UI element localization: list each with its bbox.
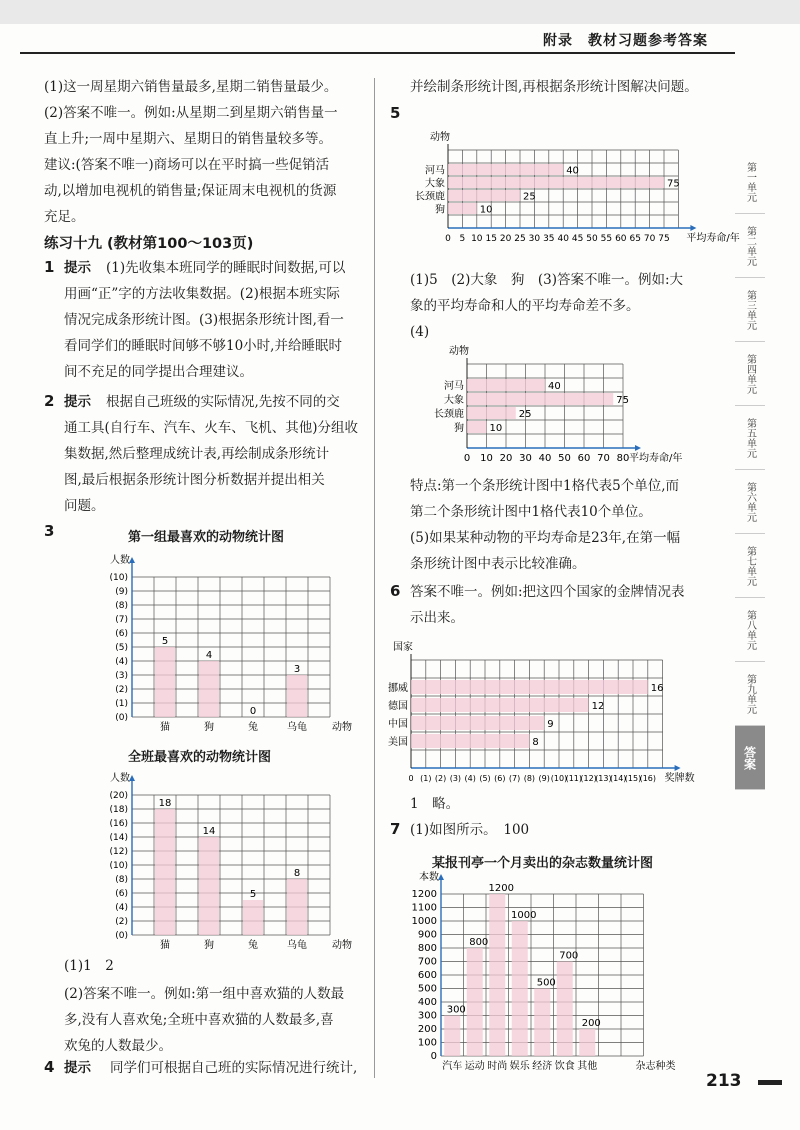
y-tick-label: 1000	[411, 916, 437, 927]
y-tick-label: 300	[417, 1010, 437, 1022]
bar-运动	[467, 948, 483, 1056]
x-tick-label: 30	[519, 453, 532, 464]
y-tick-label: 中国	[388, 719, 408, 730]
tab-unit-5[interactable]: 第五单元	[735, 406, 765, 470]
data-label: 300	[446, 1004, 466, 1016]
x-tick-label: 10	[471, 234, 483, 244]
bar-娱乐	[512, 921, 528, 1056]
y-tick-label: 河马	[425, 165, 445, 177]
question-number: 5	[390, 104, 401, 122]
x-tick-label: (7)	[508, 774, 521, 783]
text-line: (1)5 (2)大象 狗 (3)答案不唯一。例如:大	[410, 272, 684, 288]
y-tick-label: (20)	[109, 791, 128, 801]
tab-unit-1[interactable]: 第一单元	[735, 150, 765, 214]
text-line: 集数据,然后整理成统计表,再绘制成条形统计	[64, 446, 330, 462]
x-tick-label: 60	[615, 234, 627, 244]
x-tick-label: (8)	[523, 774, 536, 783]
x-tick-label: (16)	[639, 774, 657, 783]
y-tick-label: (8)	[115, 601, 128, 611]
tab-unit-6[interactable]: 第六单元	[735, 470, 765, 534]
x-axis-label: 奖牌数	[664, 773, 695, 784]
x-tick-label: 15	[485, 234, 497, 244]
text-line: (5)如果某种动物的平均寿命是23年,在第一幅	[410, 530, 681, 546]
y-tick-label: 长颈鹿	[434, 409, 464, 420]
bar-乌龟	[287, 879, 307, 935]
y-tick-label: 800	[417, 943, 437, 954]
data-label: 1200	[488, 883, 514, 894]
x-tick-label: (10)	[550, 774, 568, 783]
bar-长颈鹿	[467, 407, 516, 419]
y-tick-label: 100	[417, 1037, 437, 1049]
y-axis-label: 本数	[419, 872, 439, 883]
x-tick-label: 25	[514, 234, 526, 244]
x-tick-label: (1)	[420, 774, 432, 783]
y-tick-label: 0	[430, 1051, 437, 1062]
y-tick-label: (6)	[115, 629, 128, 639]
x-tick-label: 70	[597, 453, 610, 464]
data-label: 14	[202, 826, 216, 837]
bar-经济	[534, 989, 550, 1057]
x-tick-label: 兔	[248, 722, 258, 733]
data-label: 4	[205, 650, 213, 661]
bar-狗	[448, 203, 477, 214]
y-tick-label: (9)	[115, 587, 128, 597]
y-tick-label: 挪威	[388, 683, 408, 694]
y-tick-label: (2)	[115, 917, 128, 927]
chart-title: 某报刊亭一个月卖出的杂志数量统计图	[432, 856, 654, 871]
y-axis-label: 动物	[430, 132, 450, 143]
text-line: 间不充足的同学提出合理建议。	[64, 364, 253, 380]
x-tick-label: (6)	[494, 774, 506, 783]
top-ribbon	[0, 0, 800, 24]
text-line: 情况完成条形统计图。(3)根据条形统计图,看一	[64, 312, 344, 328]
y-tick-label: 500	[417, 983, 437, 995]
bar-河马	[448, 164, 563, 175]
text-line: 用画“正”字的方法收集数据。(2)根据本班实际	[64, 286, 340, 302]
x-tick-label: 60	[577, 453, 591, 464]
text-line: 图,最后根据条形统计图分析数据并提出相关	[64, 472, 325, 488]
bar-大象	[448, 177, 664, 188]
data-label: 500	[536, 977, 556, 989]
x-tick-label: (4)	[464, 774, 476, 783]
data-label: 5	[249, 889, 257, 900]
y-tick-label: 900	[417, 929, 437, 941]
data-label: 8	[532, 737, 539, 748]
text-line: (2)答案不唯一。例如:从星期二到星期六销售量一	[44, 105, 338, 121]
chart-title: 第一组最喜欢的动物统计图	[128, 530, 285, 545]
y-tick-label: 大象	[425, 178, 445, 190]
x-tick-label: 40	[538, 453, 552, 464]
text-line: (2)答案不唯一。例如:第一组中喜欢猫的人数最	[64, 986, 345, 1002]
data-label: 75	[616, 395, 629, 406]
x-tick-label: 兔	[248, 940, 258, 951]
text-line: 象的平均寿命和人的平均寿命差不多。	[410, 298, 640, 314]
y-tick-label: (10)	[109, 861, 128, 871]
x-tick-label: 乌龟	[287, 722, 307, 733]
chart-magazine-sales	[395, 866, 705, 1078]
y-tick-label: (12)	[109, 847, 128, 857]
tab-answers[interactable]: 答案	[735, 726, 765, 790]
page-number-bar	[758, 1080, 782, 1085]
tab-unit-7[interactable]: 第七单元	[735, 534, 765, 598]
text-line: 同学们可根据自己班的实际情况进行统计,	[110, 1060, 358, 1076]
text-line: 充足。	[44, 209, 85, 225]
text-line: 问题。	[64, 498, 105, 514]
x-tick-label: 80	[616, 453, 630, 464]
x-tick-label: 75	[658, 234, 670, 244]
section-title: 练习十九 (教材第100～103页)	[44, 236, 254, 252]
text-line: (4)	[410, 324, 430, 340]
x-tick-label: 时尚	[487, 1061, 508, 1072]
text-line: 并绘制条形统计图,再根据条形统计图解决问题。	[410, 79, 698, 95]
x-axis-label: 动物	[332, 940, 352, 951]
data-label: 700	[559, 950, 579, 962]
x-tick-label: 40	[557, 234, 569, 244]
bar-长颈鹿	[448, 190, 520, 201]
chart-animal-lifespan-2	[405, 322, 715, 470]
bar-狗	[199, 837, 219, 935]
tab-unit-4[interactable]: 第四单元	[735, 342, 765, 406]
x-tick-label: 65	[629, 234, 641, 244]
bar-大象	[467, 393, 613, 405]
bar-饮食	[557, 962, 573, 1057]
x-axis-arrow	[690, 225, 696, 231]
bar-美国	[411, 734, 529, 748]
data-label: 800	[469, 937, 489, 948]
data-label: 16	[650, 683, 664, 694]
text-line: 欢兔的人数最少。	[64, 1038, 172, 1054]
data-label: 10	[489, 423, 503, 434]
hint-label: 提示	[64, 260, 91, 276]
x-tick-label: (13)	[595, 774, 612, 783]
y-tick-label: (4)	[115, 657, 128, 667]
x-tick-label: (3)	[449, 774, 462, 783]
data-label: 25	[518, 409, 532, 420]
y-tick-label: 长颈鹿	[415, 191, 445, 203]
data-label: 12	[591, 701, 605, 712]
x-tick-label: 10	[480, 453, 493, 464]
header-rule	[20, 52, 735, 54]
x-tick-label: 0	[463, 453, 471, 464]
y-tick-label: 美国	[388, 737, 408, 748]
data-label: 25	[523, 191, 536, 203]
chart-first-group-animals	[90, 540, 350, 740]
text-line: 通工具(自行车、汽车、火车、飞机、其他)分组收	[64, 420, 359, 436]
y-tick-label: (4)	[115, 903, 128, 913]
y-tick-label: 大象	[444, 395, 464, 406]
y-tick-label: (1)	[115, 699, 128, 709]
x-tick-label: 运动	[464, 1061, 485, 1072]
x-tick-label: 狗	[204, 722, 214, 733]
y-tick-label: 1100	[411, 902, 437, 914]
y-tick-label: 400	[417, 997, 437, 1008]
y-tick-label: 200	[417, 1024, 437, 1035]
question-number: 6	[390, 582, 401, 600]
y-tick-label: (3)	[115, 671, 128, 681]
y-tick-label: 狗	[454, 423, 464, 434]
x-tick-label: 45	[571, 234, 584, 244]
y-tick-label: (16)	[109, 819, 128, 829]
y-tick-label: (18)	[109, 805, 128, 815]
x-tick-label: 经济	[532, 1061, 553, 1072]
x-tick-label: 35	[543, 234, 555, 244]
x-tick-label: 50	[558, 453, 571, 464]
x-tick-label: 20	[499, 234, 512, 244]
text-line: (1)如图所示。 100	[410, 822, 530, 838]
text-line: (1)1 2	[64, 958, 114, 974]
x-tick-label: 5	[459, 234, 466, 244]
x-tick-label: (11)	[565, 774, 583, 783]
hint-label: 提示	[64, 394, 91, 410]
data-label: 40	[548, 381, 561, 392]
y-tick-label: (0)	[115, 931, 128, 941]
x-tick-label: 饮食	[554, 1061, 575, 1072]
y-tick-label: (5)	[115, 643, 128, 653]
bar-汽车	[444, 1016, 460, 1057]
x-axis-label: 动物	[332, 722, 352, 733]
tab-unit-9[interactable]: 第九单元	[735, 662, 765, 726]
data-label: 3	[293, 664, 301, 675]
y-tick-label: (14)	[109, 833, 128, 843]
data-label: 5	[161, 636, 169, 647]
x-tick-label: 30	[528, 234, 541, 244]
page-number: 213	[706, 1071, 742, 1091]
tab-unit-3[interactable]: 第三单元	[735, 278, 765, 342]
bar-乌龟	[287, 675, 307, 717]
x-tick-label: (5)	[479, 774, 491, 783]
x-tick-label: 70	[643, 234, 656, 244]
text-line: 条形统计图中表示比较准确。	[410, 556, 586, 572]
text-line: 建议:(答案不唯一)商场可以在平时搞一些促销活	[44, 157, 330, 173]
x-tick-label: (9)	[538, 774, 550, 783]
bar-狗	[467, 421, 487, 433]
question-number: 1	[44, 258, 55, 276]
text-line: 1 略。	[410, 796, 460, 812]
chart-animal-lifespan-1	[400, 104, 740, 250]
x-axis-arrow	[635, 445, 641, 451]
tab-unit-8[interactable]: 第八单元	[735, 598, 765, 662]
text-line: (1)这一周星期六销售量最多,星期二销售量最少。	[44, 79, 338, 95]
y-tick-label: (7)	[115, 615, 128, 625]
y-tick-label: 700	[417, 956, 437, 968]
chart-title: 全班最喜欢的动物统计图	[128, 750, 272, 765]
y-axis-label: 人数	[110, 555, 130, 566]
question-number: 4	[44, 1058, 55, 1076]
tab-unit-2[interactable]: 第二单元	[735, 214, 765, 278]
question-number: 2	[44, 392, 55, 410]
column-divider	[374, 78, 375, 1078]
x-tick-label: 0	[445, 234, 451, 244]
x-tick-label: 猫	[160, 940, 170, 951]
x-tick-label: 娱乐	[509, 1061, 530, 1072]
x-tick-label: (12)	[580, 774, 597, 783]
y-axis-label: 人数	[110, 773, 130, 784]
x-tick-label: 猫	[160, 722, 170, 733]
bar-兔	[243, 900, 263, 935]
text-line: 根据自己班级的实际情况,先按不同的交	[106, 394, 340, 410]
y-tick-label: 狗	[435, 204, 445, 216]
y-tick-label: (0)	[115, 713, 128, 723]
bar-德国	[411, 698, 589, 712]
x-axis-label: 杂志种类	[635, 1061, 676, 1072]
hint-label: 提示	[64, 1060, 91, 1076]
y-tick-label: 河马	[444, 381, 464, 392]
data-label: 0	[249, 706, 257, 717]
text-line: 动,以增加电视机的销售量;保证周末电视机的货源	[44, 183, 337, 199]
x-tick-label: 20	[499, 453, 513, 464]
data-label: 1000	[511, 910, 537, 921]
x-axis-label: 平均寿命/年	[629, 453, 683, 464]
text-line: 特点:第一个条形统计图中1格代表5个单位,而	[410, 478, 680, 494]
y-tick-label: 德国	[388, 701, 408, 712]
y-tick-label: 1200	[411, 889, 437, 900]
bar-猫	[155, 647, 175, 717]
bar-狗	[199, 661, 219, 717]
data-label: 10	[479, 204, 493, 216]
x-axis-arrow	[675, 765, 681, 771]
data-label: 18	[158, 798, 172, 809]
text-line: 多,没有人喜欢兔;全班中喜欢猫的人数最多,喜	[64, 1012, 334, 1028]
x-tick-label: 0	[408, 774, 414, 783]
x-tick-label: 乌龟	[287, 940, 307, 951]
bar-河马	[467, 379, 545, 391]
bar-时尚	[489, 894, 505, 1056]
data-label: 75	[667, 178, 680, 190]
y-tick-label: 600	[417, 970, 437, 981]
text-line: 看同学们的睡眠时间够不够10小时,并给睡眠时	[64, 338, 342, 354]
bar-挪威	[411, 680, 648, 694]
data-label: 40	[566, 165, 579, 177]
x-tick-label: (2)	[434, 774, 447, 783]
text-line: 直上升;一周中星期六、星期日的销售量较多等。	[44, 131, 333, 147]
y-tick-label: (10)	[109, 573, 128, 583]
x-tick-label: 狗	[204, 940, 214, 951]
text-line: 答案不唯一。例如:把这四个国家的金牌情况表	[410, 584, 685, 600]
bar-中国	[411, 716, 544, 730]
text-line: 示出来。	[410, 610, 464, 626]
header-title: 附录 教材习题参考答案	[543, 33, 708, 49]
x-tick-label: 55	[600, 234, 613, 244]
bar-猫	[155, 809, 175, 935]
y-axis-label: 动物	[449, 346, 469, 357]
x-axis-label: 平均寿命/年	[686, 233, 740, 244]
unit-tabs	[735, 150, 765, 790]
question-number: 3	[44, 522, 55, 540]
chart-gold-medals	[380, 626, 720, 790]
x-tick-label: 汽车	[442, 1061, 463, 1072]
chart-whole-class-animals	[90, 758, 350, 958]
y-tick-label: (8)	[115, 875, 128, 885]
x-tick-label: 50	[586, 234, 598, 244]
x-tick-label: (15)	[624, 774, 642, 783]
y-tick-label: (6)	[115, 889, 128, 899]
question-number: 7	[390, 820, 401, 838]
x-tick-label: 其他	[577, 1061, 598, 1072]
text-line: 第二个条形统计图中1格代表10个单位。	[410, 504, 652, 520]
y-axis-label: 国家	[393, 642, 413, 653]
data-label: 200	[581, 1018, 601, 1029]
data-label: 8	[293, 868, 301, 879]
bar-其他	[579, 1029, 595, 1056]
x-tick-label: (14)	[609, 774, 627, 783]
y-tick-label: (2)	[115, 685, 128, 695]
text-line: (1)先收集本班同学的睡眠时间数据,可以	[106, 260, 346, 276]
data-label: 9	[547, 719, 554, 730]
